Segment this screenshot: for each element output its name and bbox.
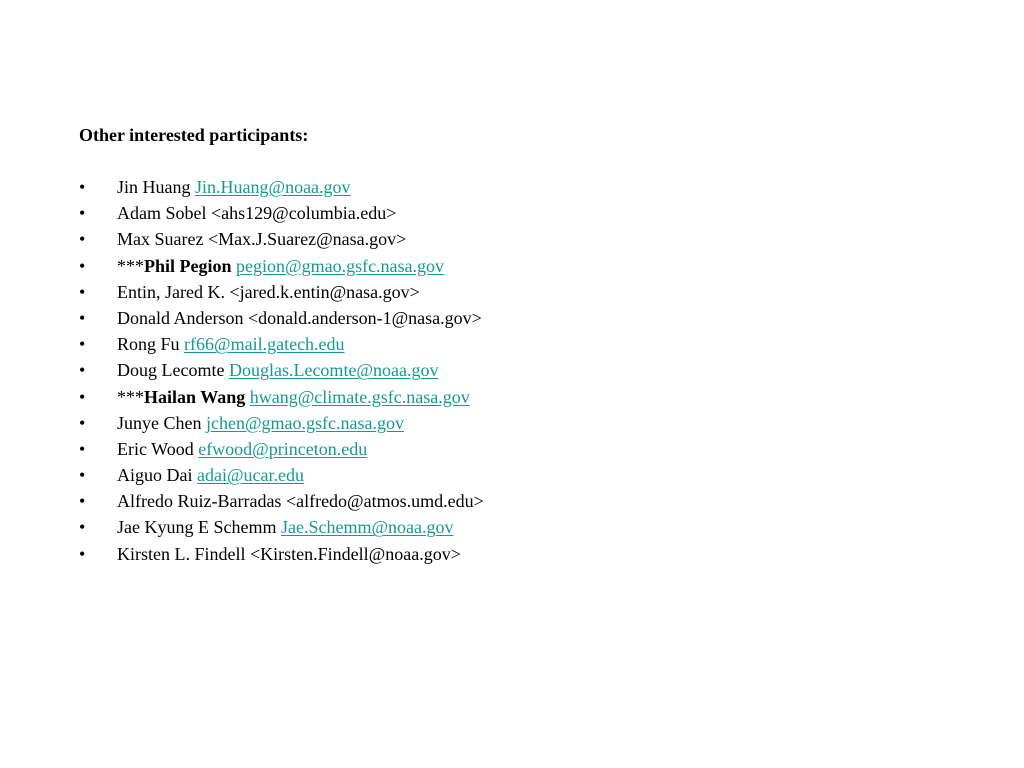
participant-name: Max Suarez — [117, 229, 204, 250]
participant-name: Kirsten L. Findell — [117, 543, 246, 564]
email-link[interactable]: efwood@princeton.edu — [198, 438, 368, 459]
email-link[interactable]: jchen@gmao.gsfc.nasa.gov — [206, 412, 405, 433]
participant-name: Junye Chen — [117, 412, 202, 433]
bullet-icon: • — [79, 517, 86, 538]
email-link[interactable]: Douglas.Lecomte@noaa.gov — [228, 360, 439, 381]
email-link[interactable]: hwang@climate.gsfc.nasa.gov — [249, 386, 470, 407]
participant-entry — [117, 333, 345, 355]
bullet-icon: • — [79, 360, 86, 381]
participant-name: Donald Anderson — [117, 307, 244, 328]
participant-name: Doug Lecomte — [117, 360, 225, 381]
email-text: <ahs129@columbia.edu> — [211, 203, 397, 224]
bullet-icon: • — [79, 438, 86, 459]
email-link[interactable]: pegion@gmao.gsfc.nasa.gov — [236, 255, 445, 276]
participant-entry — [117, 176, 351, 198]
bullet-icon: • — [79, 307, 86, 328]
participant-entry — [117, 412, 404, 434]
participant-name: Adam Sobel — [117, 203, 207, 224]
participant-entry — [117, 386, 470, 408]
bullet-icon: • — [79, 334, 86, 355]
priority-marker: *** — [117, 255, 144, 276]
participant-name: Rong Fu — [117, 334, 180, 355]
email-link[interactable]: adai@ucar.edu — [197, 465, 305, 486]
email-text: <Kirsten.Findell@noaa.gov> — [250, 543, 461, 564]
bullet-icon: • — [79, 491, 86, 512]
email-link[interactable]: rf66@mail.gatech.edu — [184, 334, 345, 355]
participant-entry — [117, 228, 406, 250]
participant-name: Aiguo Dai — [117, 465, 193, 486]
bullet-icon: • — [79, 465, 86, 486]
priority-marker: *** — [117, 386, 144, 407]
participant-entry — [117, 255, 444, 277]
bullet-icon: • — [79, 255, 86, 276]
participant-name: Phil Pegion — [144, 255, 232, 276]
participant-name: Hailan Wang — [144, 386, 246, 407]
email-text: <Max.J.Suarez@nasa.gov> — [207, 229, 407, 250]
bullet-icon: • — [79, 412, 86, 433]
email-link[interactable]: Jin.Huang@noaa.gov — [195, 177, 351, 197]
bullet-icon: • — [79, 229, 86, 250]
email-text: <donald.anderson-1@nasa.gov> — [247, 307, 482, 328]
participant-entry — [117, 490, 484, 512]
participant-name: Alfredo Ruiz-Barradas — [117, 491, 282, 512]
participant-name: Jae Kyung E Schemm — [117, 517, 277, 538]
bullet-icon: • — [79, 386, 86, 407]
participant-name: Jin Huang — [117, 177, 191, 197]
bullet-icon: • — [79, 543, 86, 564]
bullet-icon: • — [79, 177, 86, 197]
section-heading: Other interested participants: — [79, 125, 309, 145]
participant-name: Entin, Jared K. — [117, 281, 225, 302]
participant-entry — [117, 464, 304, 486]
email-link[interactable]: Jae.Schemm@noaa.gov — [280, 517, 454, 538]
participant-entry — [117, 438, 367, 460]
email-text: <jared.k.entin@nasa.gov> — [229, 281, 420, 302]
bullet-icon: • — [79, 203, 86, 224]
participant-entry — [117, 359, 438, 381]
participant-name: Eric Wood — [117, 438, 194, 459]
participant-entry — [117, 202, 396, 224]
email-text: <alfredo@atmos.umd.edu> — [285, 491, 484, 512]
participant-entry — [117, 516, 454, 538]
bullet-icon: • — [79, 281, 86, 302]
participant-entry — [117, 281, 420, 303]
participant-entry — [117, 307, 482, 329]
participant-entry — [117, 543, 461, 565]
